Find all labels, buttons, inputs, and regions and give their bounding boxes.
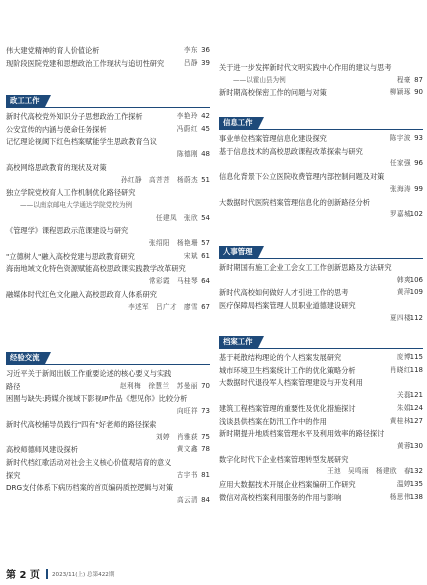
entry-title: 建筑工程档案管理的重要性及优化措施探讨 [219,403,356,413]
entry-page-number: 121 [409,391,423,400]
entry-author: 夏四楼 [390,313,411,322]
entry-page-number: 87 [414,75,423,84]
entry-page-number: 36 [201,46,210,54]
section-label: 档案工作 [219,336,258,348]
entry-page-number: 48 [201,150,210,159]
entry-author: 黄萍 [396,288,411,297]
entry-title: 信息化背景下公立医院收费管理内部控制问题及对策 [219,172,385,182]
entry-title: 新时期提升地质档案管理水平及利用效率的路径探讨 [219,429,385,439]
entry-title: 新时代档红歌活动对社会主义核心价值观培育的意义 [6,457,172,467]
entry-page-number: 67 [201,302,210,311]
entry-author: 陈宇波 [389,134,411,142]
section-header [219,336,423,349]
section-header [219,117,423,130]
entry-author: 吕静 [183,58,198,67]
entry-page-number: 51 [201,175,210,184]
entry-title: 公安宣传的内涵与使命任务探析 [6,124,107,134]
entry-page-number: 118 [409,365,423,374]
entry-page-number: 102 [409,210,423,219]
entry-author: 关磊 [397,391,411,400]
entry-author: 韩爽 [397,275,411,284]
entry-page-number: 54 [201,213,210,222]
entry-author: 刘婷 肖雅荻 [156,432,198,441]
entry-title: 海南地域文化特色资源赋能高校思政课实践教学改革研究 [6,264,186,274]
entry-author: 冯蔚红 [176,124,198,133]
entry-title: ——以霍山县为例 [233,75,286,84]
entry-title: 独立学院党校育人工作机制优化路径研究 [6,188,136,198]
entry-title: 伟大建党精神的育人价值论析 [6,46,100,55]
entry-title: 关于进一步发挥新时代文明实践中心作用的建议与思考 [219,63,392,72]
entry-author: 高云清 [177,496,198,504]
entry-title: 高校网络思政教育的现状及对策 [6,162,107,172]
entry-author: 古宇书 [176,470,198,479]
entry-page-number: 124 [409,403,423,412]
page-number: 第 2 页 [6,570,40,581]
entry-author: 庞博 [396,353,411,361]
entry-page-number: 57 [201,239,210,247]
entry-page-number: 132 [409,467,423,476]
entry-title: 城市环境卫生档案统计工作的优化策略分析 [219,365,356,375]
entry-title: 新时代高校党外知识分子思想政治工作探析 [6,112,143,121]
entry-author: 朱娟 [396,403,411,412]
entry-author: 宋斌 [183,251,198,260]
entry-author: 陈德刚 [177,150,198,159]
issue-info: 2023/11(上) 总第422期 [52,572,115,578]
entry-page-number: 70 [201,381,210,390]
entry-title: 困囿与缺失:跨媒介视域下影视IP作品《想见你》比较分析 [6,394,188,404]
section-label: 人事管理 [219,246,258,258]
entry-title: 应用大数据技术开展企业档案编研工作研究 [219,480,356,489]
entry-page-number: 64 [201,277,210,286]
entry-page-number: 81 [201,470,210,479]
entry-author: 黄蓉 [397,441,411,450]
section-label: 政工工作 [6,95,45,107]
entry-title: 新时期国有施工企业工会女工工作创新思路及方法研究 [219,263,392,272]
entry-title: 大数据时代医院档案管理信息化的创新路径分析 [219,197,370,207]
entry-title: ——以南京邮电大学通达学院党校为例 [20,200,133,209]
entry-page-number: 127 [409,416,423,425]
entry-author: 罗嘉城 [390,210,411,219]
entry-title: DRG支付体系下病历档案的首页编码质控逻辑与对策 [6,483,174,493]
entry-title: 新时代高校如何做好人才引进工作的思考 [219,288,349,298]
section-header [219,246,423,259]
entry-title: 事业单位档案管理信息化建设探究 [219,134,327,143]
entry-author: 黄桂林 [389,416,411,425]
entry-page-number: 42 [201,112,210,120]
entry-page-number: 93 [414,134,423,142]
entry-title: 融媒体时代红色文化融入高校思政育人体系研究 [6,289,157,299]
entry-page-number: 78 [201,445,210,454]
entry-author: 张绍阳 杨艳珊 [149,239,198,247]
entry-title: 路径 [6,381,21,391]
entry-title: 新时代高校辅导员践行"四有"好老师的路径探索 [6,419,157,429]
entry-page-number: 61 [201,251,210,260]
section-header [6,95,210,108]
entry-title: 探究 [6,470,21,480]
page-footer [0,563,427,585]
entry-author: 李东 [183,46,198,54]
entry-page-number: 84 [201,496,210,504]
entry-page-number: 106 [409,275,423,284]
entry-title: 新时期高校保密工作的问题与对策 [219,88,327,98]
entry-author: 温婷 [396,480,411,488]
entry-page-number: 138 [409,492,423,501]
entry-page-number: 45 [201,124,210,133]
entry-page-number: 96 [414,159,423,168]
entry-title: 浅谈县供档案在防汛工作中的作用 [219,416,327,426]
entry-author: 赵利梅 徐慧兰 苏曼丽 [119,381,198,390]
section-label: 经验交流 [6,352,45,364]
entry-page-number: 112 [409,313,423,322]
entry-title: 习近平关于新闻出版工作重要论述的核心要义与实践 [6,369,172,378]
entry-title: 大数据时代退役军人档案管理建设与开发利用 [219,378,363,388]
entry-title: 现阶段医院党建和思想政治工作现状与追切性研究 [6,58,165,68]
entry-author: 向旺祥 [177,407,198,416]
entry-page-number: 109 [409,288,423,297]
footer-divider [46,569,48,579]
entry-page-number: 99 [414,184,423,193]
entry-page-number: 130 [409,441,423,450]
entry-author: 李述军 吕广才 廖雪 [128,302,198,311]
entry-page-number: 75 [201,432,210,441]
entry-page-number: 39 [201,58,210,67]
entry-title: 数字化时代下企业档案管理转型发展研究 [219,454,349,464]
entry-page-number: 115 [409,353,423,361]
entry-author: 孙红静 高菩菩 杨蔚杰 [121,175,198,184]
entry-author: 肖晓红 [389,365,411,374]
entry-author: 任家强 [390,159,411,168]
entry-author: 李艳玲 [176,112,198,120]
entry-title: 基于信息技术的高校思政课程改革探索与研究 [219,146,363,156]
entry-author: 杨思伟 [389,492,411,501]
section-label: 信息工作 [219,117,258,129]
entry-author: 常彩霞 马桂琴 [149,277,198,286]
section-header [6,352,210,365]
entry-author: 柳颖琢 [389,88,411,97]
entry-page-number: 90 [414,88,423,97]
entry-page-number: 73 [201,407,210,416]
entry-title: 医疗保障局档案管理人员职业道德建设研究 [219,301,356,311]
entry-author: 任建凤 张欣 [156,213,198,222]
entry-title: 基于耗散结构理论的个人档案发展研究 [219,353,342,362]
entry-title: 微信对高校档案利用服务的作用与影响 [219,492,342,502]
entry-title: 记忆理论视阈下红色档案赋能学生思政教育刍议 [6,137,157,147]
entry-author: 张海涛 [390,184,411,193]
entry-page-number: 135 [409,480,423,488]
entry-title: 高校师德师风建设探析 [6,445,78,455]
entry-title: "立德树人"融入高校党建与思政教育研究 [6,251,135,261]
entry-author: 王池 吴鸣雨 杨建欧 春 [327,467,411,476]
entry-author: 程豪 [396,75,411,84]
entry-author: 黄文鑫 [176,445,198,454]
entry-title: 《管理学》课程思政示范课建设与研究 [6,226,129,236]
